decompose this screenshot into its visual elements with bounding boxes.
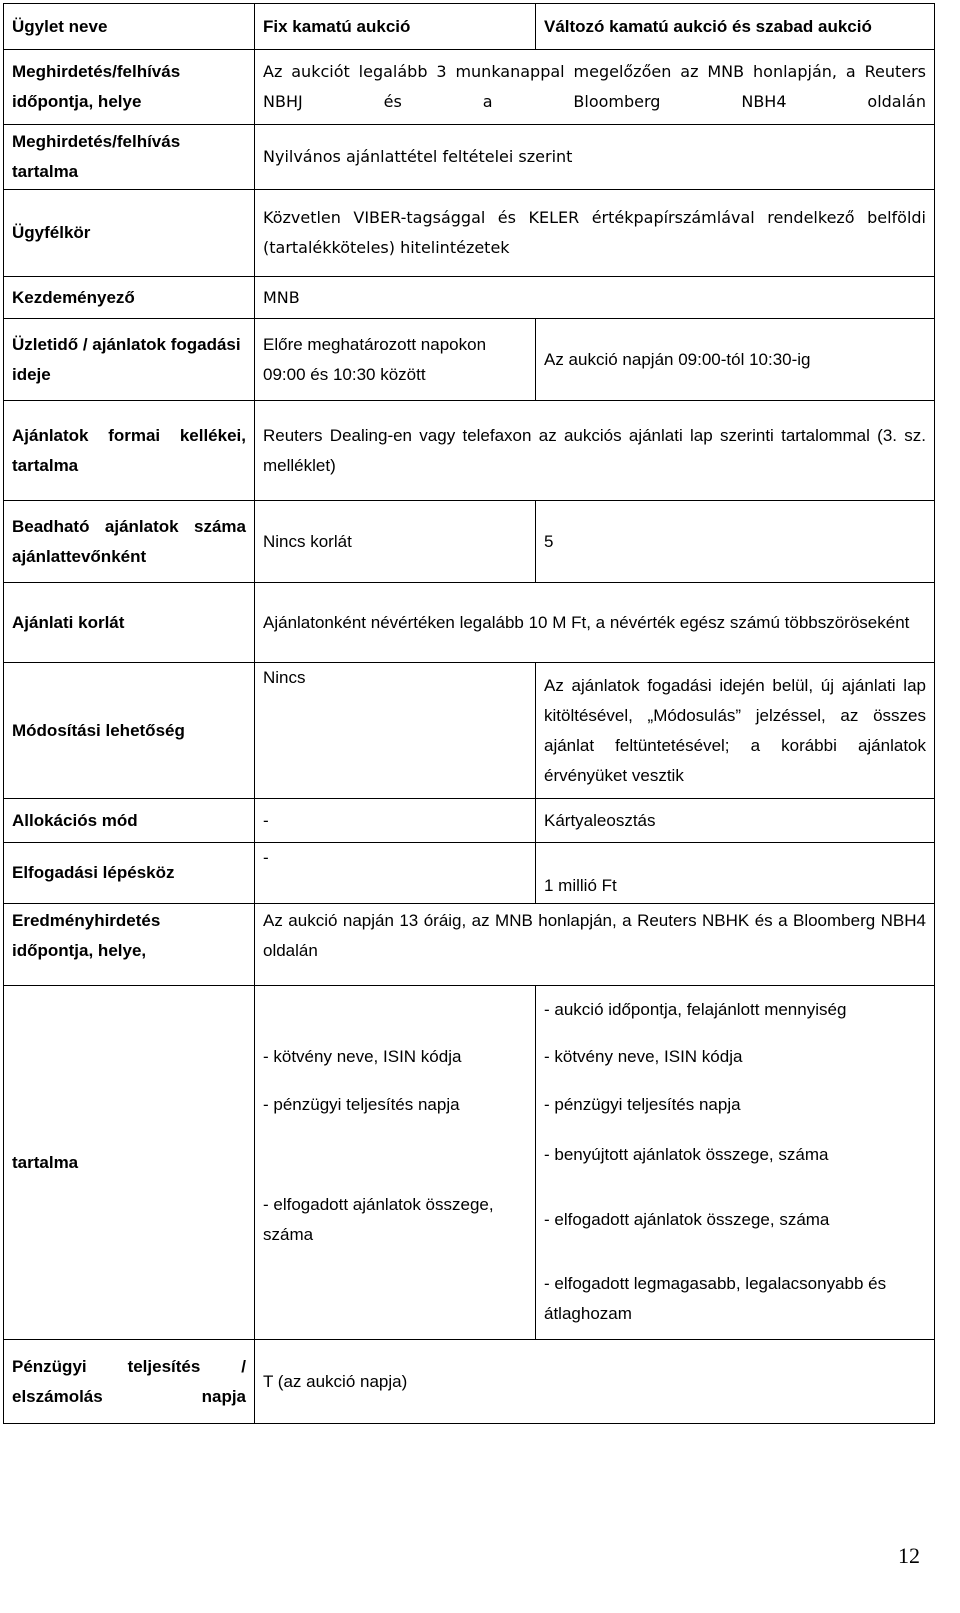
row-value-trading-time-fixed: Előre meghatározott napokon 09:00 és 10:30 között	[255, 319, 536, 401]
row-label-announce-time: Meghirdetés/felhívás időpontja, helye	[4, 50, 255, 125]
row-label-settlement: Pénzügyi teljesítés / elszámolás napja	[4, 1340, 255, 1424]
row-value-modification-variable: Az ajánlatok fogadási idején belül, új ajánlati lap kitöltésével, „Módosulás” jelzéssel, az összes ajánlat feltüntetésével; a korábbi ajánlatok érvényüket vesztik	[536, 663, 935, 799]
row-label-initiator: Kezdeményező	[4, 277, 255, 319]
row-value-settlement: T (az aukció napja)	[255, 1340, 935, 1424]
row-value-modification-fixed: Nincs	[255, 663, 536, 799]
content-fixed-item: - pénzügyi teljesítés napja	[255, 1081, 536, 1130]
table-row	[4, 501, 935, 583]
table-row	[4, 319, 935, 401]
content-fixed-item	[255, 986, 536, 1034]
row-value-allocation-fixed: -	[255, 799, 536, 843]
content-variable-item: - benyújtott ajánlatok összege, száma	[536, 1130, 935, 1180]
page-number: 12	[898, 1543, 920, 1568]
content-variable-item: - elfogadott legmagasabb, legalacsonyabb és átlaghozam	[536, 1260, 935, 1340]
row-value-announce-content: Nyilvános ajánlattétel feltételei szerint	[255, 125, 935, 190]
header-variable-rate: Változó kamatú aukció és szabad aukció	[536, 4, 935, 50]
row-value-initiator: MNB	[255, 277, 935, 319]
row-label-content: tartalma	[4, 986, 255, 1340]
row-label-bid-format: Ajánlatok formai kellékei, tartalma	[4, 401, 255, 501]
content-variable-item: - pénzügyi teljesítés napja	[536, 1081, 935, 1130]
table-row	[4, 401, 935, 501]
auction-terms-table	[3, 3, 935, 1424]
table-row	[4, 50, 935, 125]
row-label-announce-content: Meghirdetés/felhívás tartalma	[4, 125, 255, 190]
header-fixed-rate: Fix kamatú aukció	[255, 4, 536, 50]
row-value-step-variable: 1 millió Ft	[536, 843, 935, 904]
row-value-allocation-variable: Kártyaleosztás	[536, 799, 935, 843]
content-variable-item: - aukció időpontja, felajánlott mennyiség	[536, 986, 935, 1034]
header-deal-name: Ügylet neve	[4, 4, 255, 50]
content-fixed-item	[255, 1130, 536, 1180]
row-value-announce-time: Az aukciót legalább 3 munkanappal megelőzően az MNB honlapján, a Reuters NBHJ és a Bloomberg NBH4 oldalán	[255, 50, 935, 125]
table-header-row	[4, 4, 935, 50]
content-variable-item: - kötvény neve, ISIN kódja	[536, 1034, 935, 1081]
content-variable-item: - elfogadott ajánlatok összege, száma	[536, 1180, 935, 1260]
row-value-trading-time-variable: Az aukció napján 09:00-tól 10:30-ig	[536, 319, 935, 401]
row-label-bid-limit: Ajánlati korlát	[4, 583, 255, 663]
content-line	[4, 986, 935, 1034]
row-value-bid-format: Reuters Dealing-en vagy telefaxon az aukciós ajánlati lap szerinti tartalommal (3. sz. melléklet)	[255, 401, 935, 501]
table-row	[4, 843, 935, 904]
table-row	[4, 125, 935, 190]
table-row	[4, 583, 935, 663]
row-label-bid-count: Beadható ajánlatok száma ajánlattevőnként	[4, 501, 255, 583]
table-row	[4, 1340, 935, 1424]
row-value-step-fixed: -	[255, 843, 536, 904]
content-fixed-item: - kötvény neve, ISIN kódja	[255, 1034, 536, 1081]
table-row	[4, 799, 935, 843]
row-value-clients: Közvetlen VIBER-tagsággal és KELER értékpapírszámlával rendelkező belföldi (tartalékköteles) hitelintézetek	[255, 190, 935, 277]
table-row	[4, 190, 935, 277]
row-label-trading-time: Üzletidő / ajánlatok fogadási ideje	[4, 319, 255, 401]
content-fixed-item: - elfogadott ajánlatok összege, száma	[255, 1180, 536, 1260]
row-value-bid-count-variable: 5	[536, 501, 935, 583]
row-label-allocation: Allokációs mód	[4, 799, 255, 843]
row-value-bid-count-fixed: Nincs korlát	[255, 501, 536, 583]
table-row	[4, 904, 935, 986]
row-label-step: Elfogadási lépésköz	[4, 843, 255, 904]
row-value-results: Az aukció napján 13 óráig, az MNB honlapján, a Reuters NBHK és a Bloomberg NBH4 oldalán	[255, 904, 935, 986]
content-fixed-item	[255, 1260, 536, 1340]
row-label-results: Eredményhirdetés időpontja, helye,	[4, 904, 255, 986]
row-label-modification: Módosítási lehetőség	[4, 663, 255, 799]
table-row	[4, 663, 935, 799]
table-row	[4, 277, 935, 319]
row-value-bid-limit: Ajánlatonként névértéken legalább 10 M Ft, a névérték egész számú többszöröseként	[255, 583, 935, 663]
row-label-clients: Ügyfélkör	[4, 190, 255, 277]
